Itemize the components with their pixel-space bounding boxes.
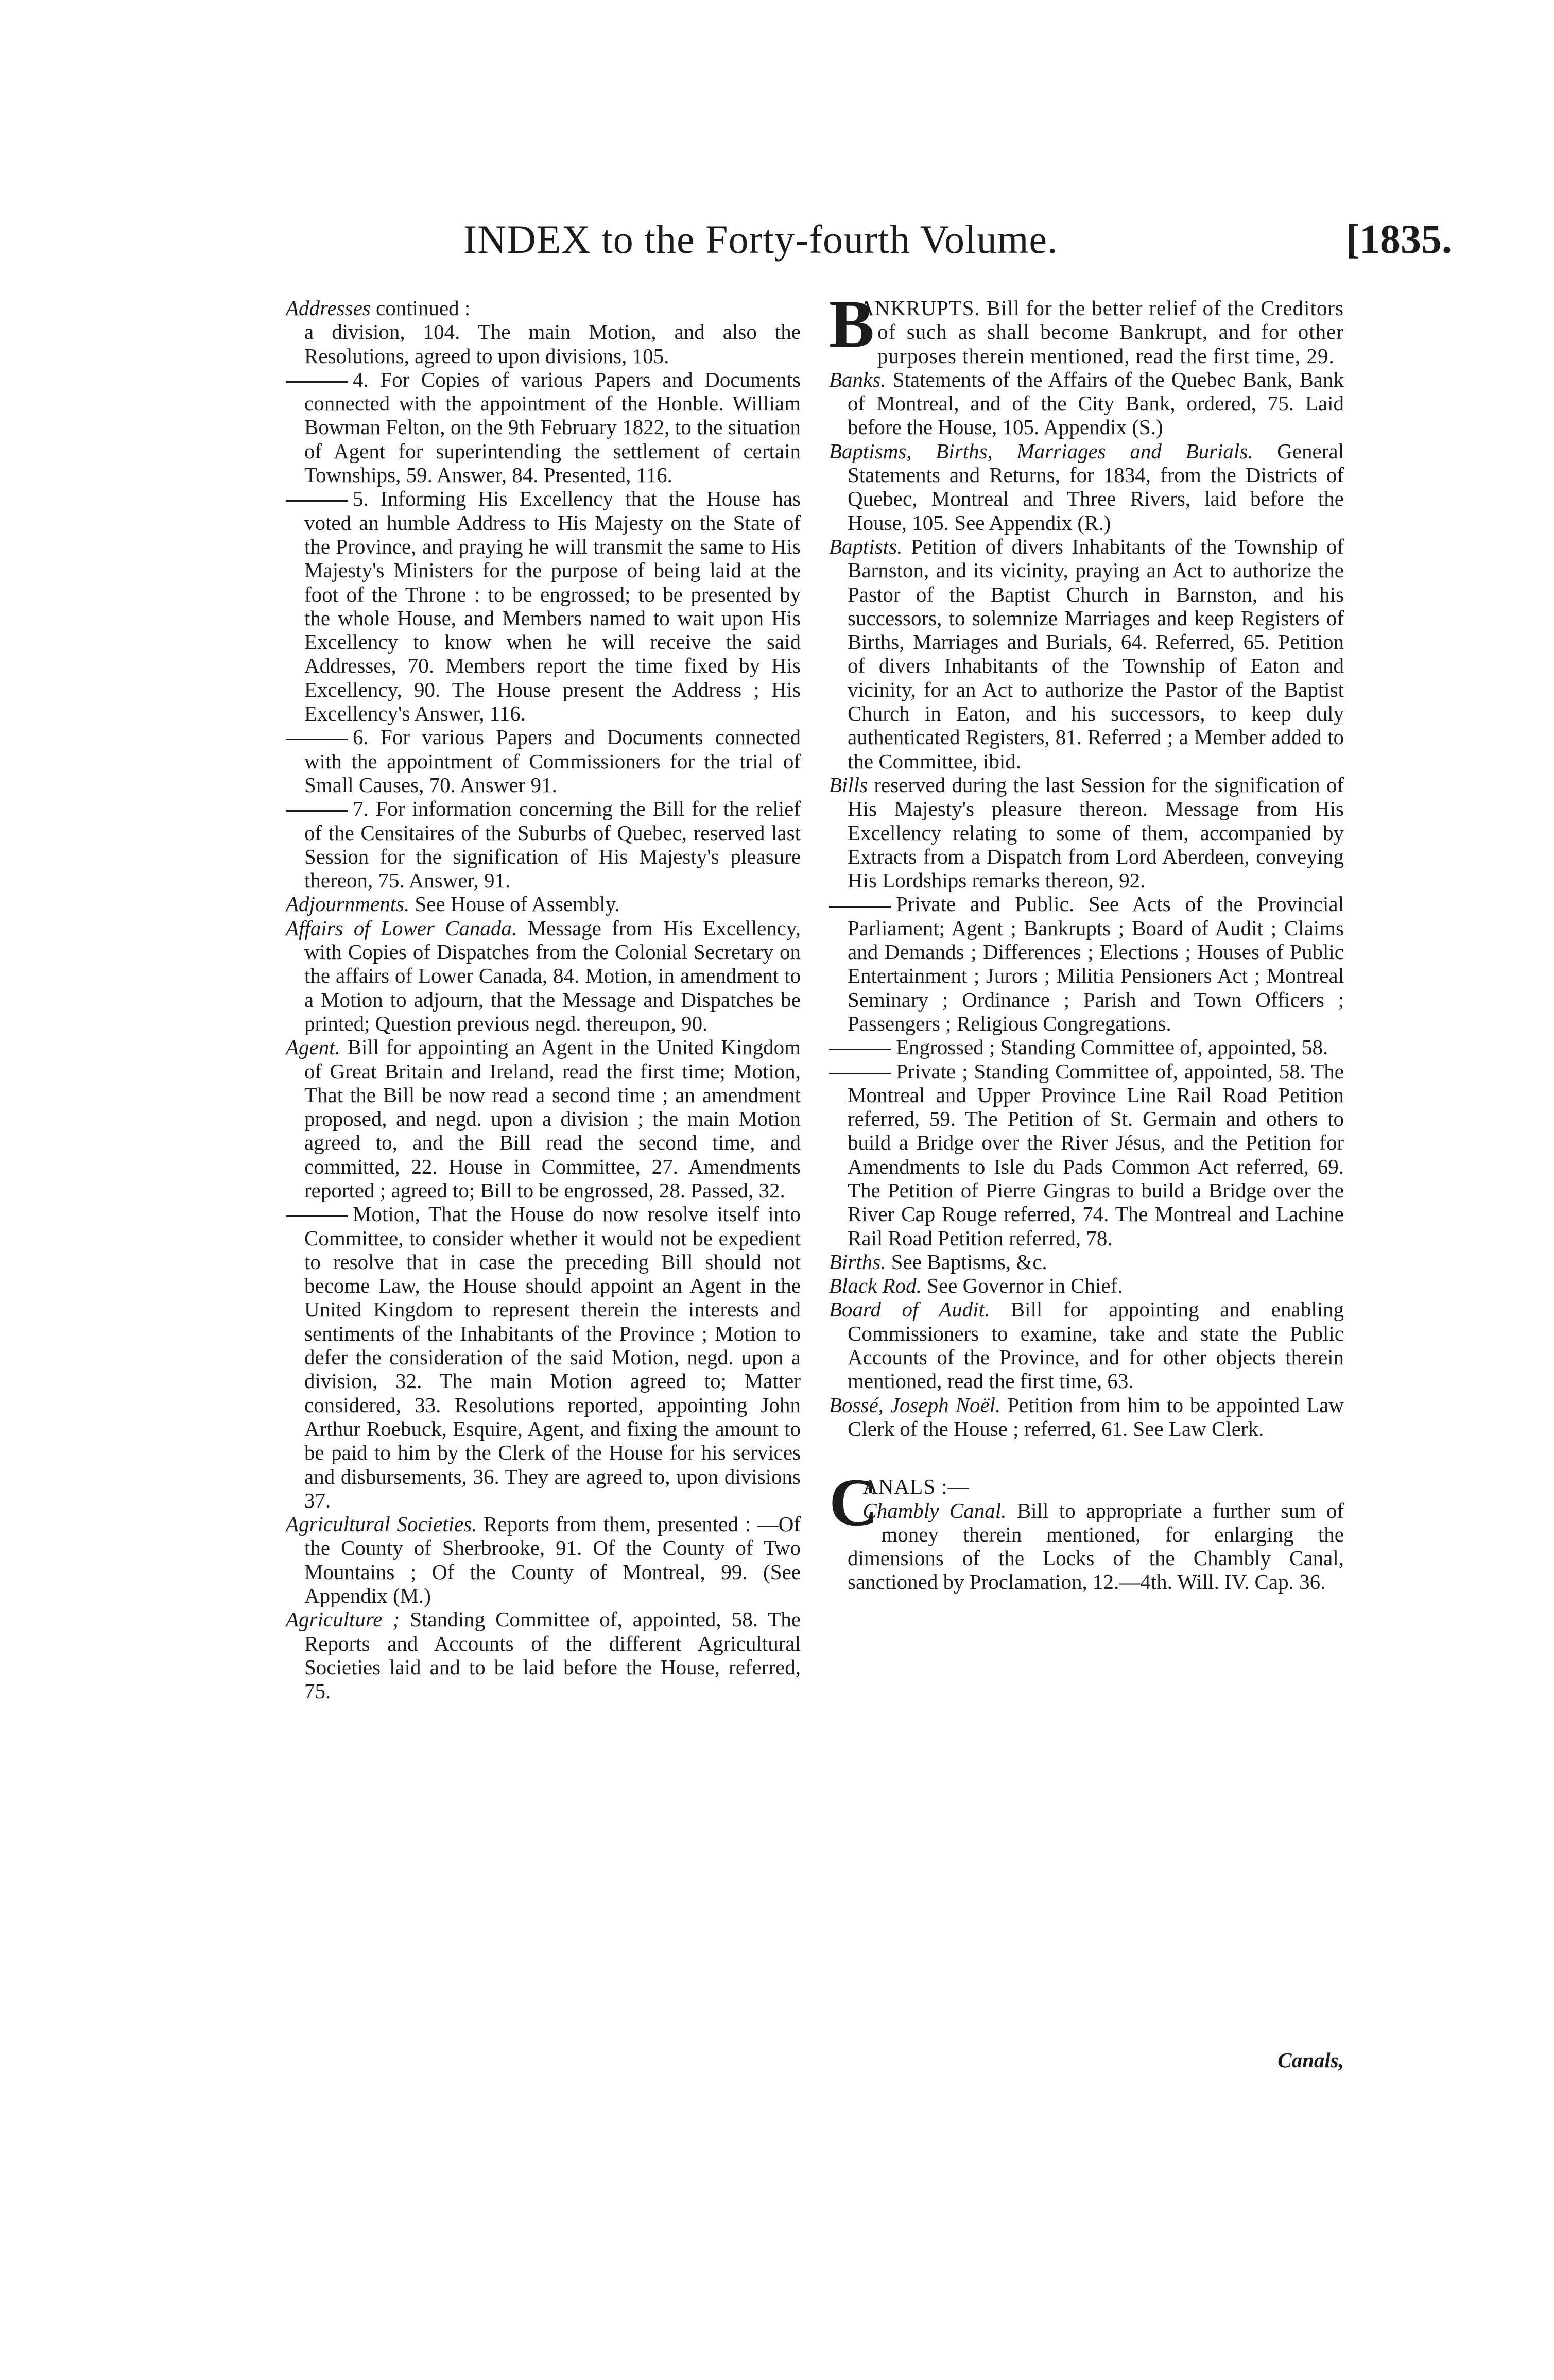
entry-text: 5. Informing His Excellency that the House has voted an humble Address to His Majesty on the State of the Province, and praying he will transmit the same to His Majesty's Ministers for the purpose of being laid at the foot of the Throne : to be engrossed; to be presented by the whole House, and Members named to wait upon His Excellency to know when he will receive the said Addresses, 70. Members report the time fixed by His Excellency, 90. The House present the Address ; His Excellency's Answer, 116. bbox=[304, 487, 801, 726]
index-entry bbox=[829, 1250, 1344, 1274]
ditto-dash bbox=[286, 381, 348, 383]
entry-heading: Baptists. bbox=[829, 534, 903, 558]
entry-text: See Baptisms, &c. bbox=[886, 1249, 1047, 1274]
drop-capital: B bbox=[829, 286, 875, 362]
left-index-column bbox=[286, 296, 801, 1703]
entry-heading: Addresses bbox=[286, 296, 371, 320]
index-subentry bbox=[286, 487, 801, 725]
index-entry bbox=[829, 1499, 1344, 1594]
index-entry bbox=[829, 1297, 1344, 1393]
entry-text: See Governor in Chief. bbox=[921, 1274, 1123, 1298]
entry-heading: Births. bbox=[829, 1249, 886, 1274]
catchword: Canals, bbox=[1277, 2048, 1344, 2072]
entry-heading: Baptisms, Births, Marriages and Burials. bbox=[829, 439, 1253, 463]
index-subentry bbox=[286, 368, 801, 487]
entry-text: Reports from them, presented : —Of the County of Sherbrooke, 91. Of the County of Two Mountains ; Of the County of Montreal, 99. (See Appendix (M.) bbox=[304, 1512, 801, 1608]
entry-text: Bill to appropriate a further sum of money therein mentioned, for enlarging the dimensions of the Locks of the Chambly Canal, sanctioned by Proclamation, 12.—4th. Will. IV. Cap. 36. bbox=[848, 1498, 1344, 1594]
index-subentry bbox=[286, 1202, 801, 1512]
page-title: INDEX to the Forty-fourth Volume. bbox=[463, 217, 1058, 262]
entry-text: Message from His Excellency, with Copies of Dispatches from the Colonial Secretary on the affairs of Lower Canada, 84. Motion, in amendment to a Motion to adjourn, that the Message and Dispatches be printed; Question previous negd. thereupon, 90. bbox=[304, 916, 801, 1035]
entry-text: 7. For information concerning the Bill for the relief of the Censitaires of the Suburbs of Quebec, reserved last Session for the signification of His Majesty's pleasure thereon, 75. Answer, 91. bbox=[304, 797, 801, 893]
index-entry bbox=[829, 368, 1344, 439]
entry-text: 6. For various Papers and Documents connected with the appointment of Commissioners for the trial of Small Causes, 70. Answer 91. bbox=[304, 725, 801, 797]
index-entry bbox=[286, 892, 801, 916]
entry-heading: Bossé, Joseph Noël. bbox=[829, 1393, 1001, 1417]
ditto-dash bbox=[829, 906, 891, 908]
entry-text: Engrossed ; Standing Committee of, appointed, 58. bbox=[896, 1035, 1328, 1059]
index-entry bbox=[286, 1035, 801, 1202]
index-entry bbox=[829, 439, 1344, 535]
index-subentry bbox=[829, 892, 1344, 1035]
index-subentry bbox=[829, 1059, 1344, 1250]
ditto-dash bbox=[829, 1073, 891, 1074]
index-entry bbox=[829, 1393, 1344, 1441]
ditto-dash bbox=[829, 1049, 891, 1050]
entry-text: Statements of the Affairs of the Quebec Bank, Bank of Montreal, and of the City Bank, ordered, 75. Laid before the House, 105. Appendix (S.) bbox=[848, 367, 1344, 439]
entry-text: Bill for appointing an Agent in the United Kingdom of Great Britain and Ireland, read the first time; Motion, That the Bill be now read a second time ; an amendment proposed, and negd. upon a division ; the main Motion agreed to, and the Bill read the second time, and committed, 22. House in Committee, 27. Amendments reported ; agreed to; Bill to be engrossed, 28. Passed, 32. bbox=[304, 1035, 801, 1202]
ditto-dash bbox=[286, 1215, 348, 1217]
index-entry bbox=[286, 1512, 801, 1607]
section-start-entry bbox=[829, 286, 1344, 368]
entry-text: Motion, That the House do now resolve itself into Committee, to consider whether it would not be expedient to resolve that in case the preceding Bill should not become Law, the House should appoint an Agent in the United Kingdom to represent therein the interests and sentiments of the Inhabitants of the Province ; Motion to defer the consideration of the said Motion, negd. upon a division, 32. The main Motion agreed to; Matter considered, 33. Resolutions reported, appointing John Arthur Roebuck, Esquire, Agent, and fixing the amount to be paid to him by the Clerk of the House for his services and disbursements, 36. They are agreed to, upon divisions 37. bbox=[304, 1202, 801, 1512]
entry-text: continued : bbox=[370, 296, 471, 320]
entry-text: ANKRUPTS. Bill for the better relief of the Creditors of such as shall become Bankrupt, and for other purposes therein mentioned, read the first time, 29. bbox=[859, 296, 1344, 368]
ditto-dash bbox=[286, 810, 348, 812]
entry-text: Private and Public. See Acts of the Provincial Parliament; Agent ; Bankrupts ; Board of Audit ; Claims and Demands ; Differences ; Elections ; Houses of Public Entertainment ; Jurors ; Militia Pensioners Act ; Montreal Seminary ; Ordinance ; Parish and Town Officers ; Passengers ; Religious Congregations. bbox=[848, 892, 1344, 1035]
index-entry bbox=[286, 296, 801, 320]
entry-heading: Bills bbox=[829, 773, 868, 797]
entry-heading: Black Rod. bbox=[829, 1274, 922, 1298]
section-gap bbox=[829, 1441, 1344, 1475]
entry-text: General Statements and Returns, for 1834, from the Districts of Quebec, Montreal and Three Rivers, laid before the House, 105. See Appendix (R.) bbox=[848, 439, 1344, 535]
entry-heading: Agricultural Societies. bbox=[286, 1512, 477, 1536]
entry-text: a division, 104. The main Motion, and also the Resolutions, agreed to upon divisions, 105. bbox=[304, 320, 801, 368]
index-subentry bbox=[286, 725, 801, 797]
entry-text: Petition from him to be appointed Law Clerk of the House ; referred, 61. See Law Clerk. bbox=[848, 1393, 1344, 1441]
page-year: [1835. bbox=[1345, 217, 1452, 262]
entry-text: reserved during the last Session for the signification of His Majesty's pleasure thereon. Message from His Excellency relating to some of them, accompanied by Extracts from a Dispatch from Lord Aberdeen, conveying His Lordships remarks thereon, 92. bbox=[848, 773, 1344, 893]
entry-text: 4. For Copies of various Papers and Documents connected with the appointment of the Honble. William Bowman Felton, on the 9th February 1822, to the situation of Agent for superintending the settlement of certain Townships, 59. Answer, 84. Presented, 116. bbox=[304, 367, 801, 487]
index-entry bbox=[829, 1274, 1344, 1297]
index-entry bbox=[829, 535, 1344, 773]
entry-text: Petition of divers Inhabitants of the Township of Barnston, and its vicinity, praying an Act to authorize the Pastor of the Baptist Church in Barnston, and his successors, to solemnize Marriages and keep Registers of Births, Marriages and Burials, 64. Referred, 65. Petition of divers Inhabitants of the Township of Eaton and vicinity, for an Act to authorize the Pastor of the Baptist Church in Eaton, and his successors, to keep duly authenticated Registers, 81. Referred ; a Member added to the Committee, ibid. bbox=[848, 534, 1344, 773]
entry-text: See House of Assembly. bbox=[409, 892, 620, 916]
ditto-dash bbox=[286, 739, 348, 740]
entry-text: ANALS :— bbox=[862, 1475, 970, 1499]
entry-heading: Agriculture ; bbox=[286, 1607, 400, 1632]
entry-text: Private ; Standing Committee of, appointed, 58. The Montreal and Upper Province Line Rail Road Petition referred, 59. The Petition of St. Germain and others to build a Bridge over the River Jésus, and the Petition for Amendments to Isle du Pads Common Act referred, 69. The Petition of Pierre Gingras to build a Bridge over the River Cap Rouge referred, 74. The Montreal and Lachine Rail Road Petition referred, 78. bbox=[848, 1059, 1344, 1250]
entry-heading: Affairs of Lower Canada. bbox=[286, 916, 517, 940]
drop-capital: C bbox=[829, 1464, 878, 1540]
ditto-dash bbox=[286, 500, 348, 502]
right-index-column bbox=[829, 286, 1344, 1594]
index-subentry bbox=[829, 1035, 1344, 1059]
entry-heading: Chambly Canal. bbox=[862, 1498, 1007, 1522]
index-subentry bbox=[286, 797, 801, 892]
index-entry bbox=[286, 916, 801, 1035]
entry-heading: Board of Audit. bbox=[829, 1297, 990, 1322]
page-header bbox=[463, 216, 1452, 273]
entry-heading: Agent. bbox=[286, 1035, 340, 1059]
entry-heading: Adjournments. bbox=[286, 892, 410, 916]
index-entry bbox=[286, 1607, 801, 1703]
entry-text: Standing Committee of, appointed, 58. The Reports and Accounts of the different Agricultural Societies laid and to be laid before the House, referred, 75. bbox=[304, 1607, 801, 1703]
entry-text: Bill for appointing and enabling Commissioners to examine, take and state the Public Accounts of the Province, and for other objects therein mentioned, read the first time, 63. bbox=[848, 1297, 1344, 1393]
index-entry bbox=[829, 773, 1344, 892]
index-subentry bbox=[286, 320, 801, 368]
entry-heading: Banks. bbox=[829, 367, 886, 391]
